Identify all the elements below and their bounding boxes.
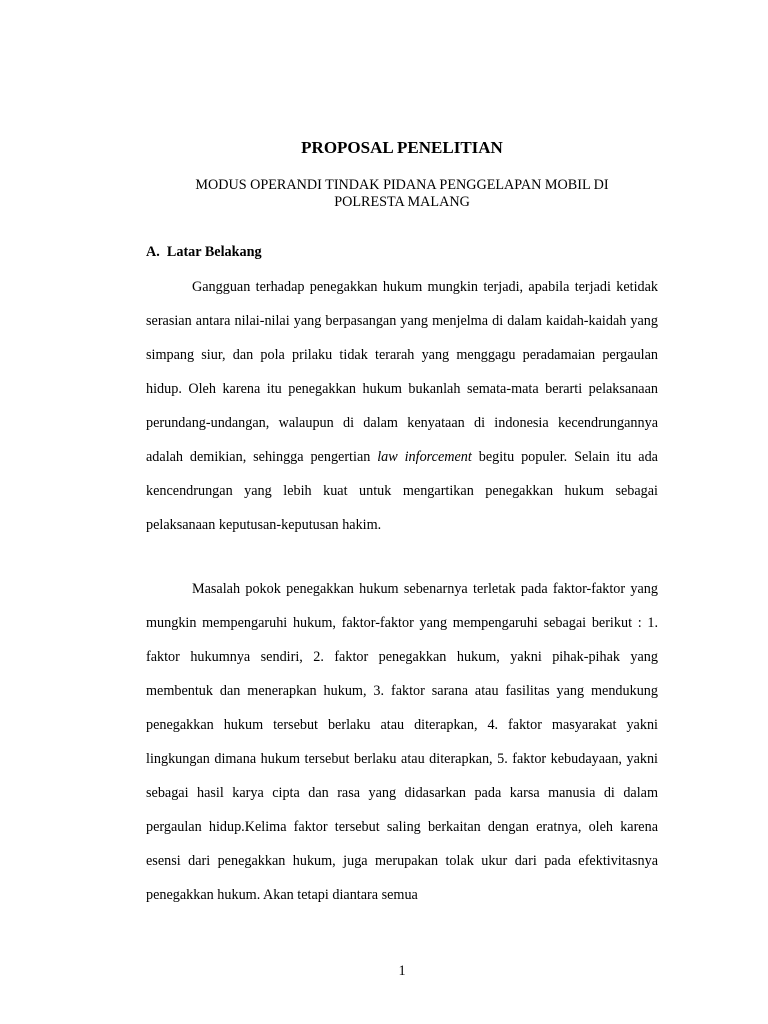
document-title: PROPOSAL PENELITIAN — [301, 138, 503, 157]
section-heading: A. Latar Belakang — [146, 244, 262, 260]
research-topic-line-1: MODUS OPERANDI TINDAK PIDANA PENGGELAPAN MOBIL DI — [195, 177, 609, 193]
body-paragraph-2: Masalah pokok penegakkan hukum sebenarnya terletak pada faktor-faktor yang mungkin mempengaruhi hukum, faktor-faktor yang mempengaruhi sebagai berikut : 1. faktor hukumnya sendiri, 2. faktor penegakkan hukum, yakni pihak-pihak yang membentuk dan menerapkan hukum, 3. faktor sarana atau fasilitas yang mendukung penegakkan hukum tersebut berlaku atau diterapkan, 4. faktor masyarakat yakni lingkungan dimana hukum tersebut berlaku atau diterapkan, 5. faktor kebudayaan, yakni sebagai hasil karya cipta dan rasa yang didasarkan pada karsa manusia di dalam pergaulan hidup.Kelima faktor tersebut saling berkaitan dengan eratnya, oleh karena esensi dari penegakkan hukum, juga merupakan tolak ukur dari pada efektivitasnya penegakkan hukum. Akan tetapi diantara semua — [146, 581, 658, 903]
paragraph-1-text-end: begitu populer. Selain itu ada kencendrungan yang lebih kuat untuk mengartikan penegakkan hukum sebagai pelaksanaan keputusan-keputusan hakim. — [146, 449, 658, 533]
body-paragraph-1 — [146, 270, 658, 542]
paragraph-1-text-start: Gangguan terhadap penegakkan hukum mungkin terjadi, apabila terjadi ketidak serasian antara nilai-nilai yang berpasangan yang menjelma di dalam kaidah-kaidah yang simpang siur, dan pola prilaku tidak terarah yang menggagu peradamaian pergaulan hidup. Oleh karena itu penegakkan hukum bukanlah semata-mata berarti pelaksanaan perundang-undangan, walaupun di dalam kenyataan di indonesia kecendrungannya adalah demikian, sehingga pengertian — [146, 279, 658, 465]
italic-term: law inforcement — [377, 449, 472, 465]
page-number: 1 — [398, 963, 406, 979]
research-topic-line-2: POLRESTA MALANG — [334, 194, 470, 210]
research-topic — [145, 177, 659, 211]
